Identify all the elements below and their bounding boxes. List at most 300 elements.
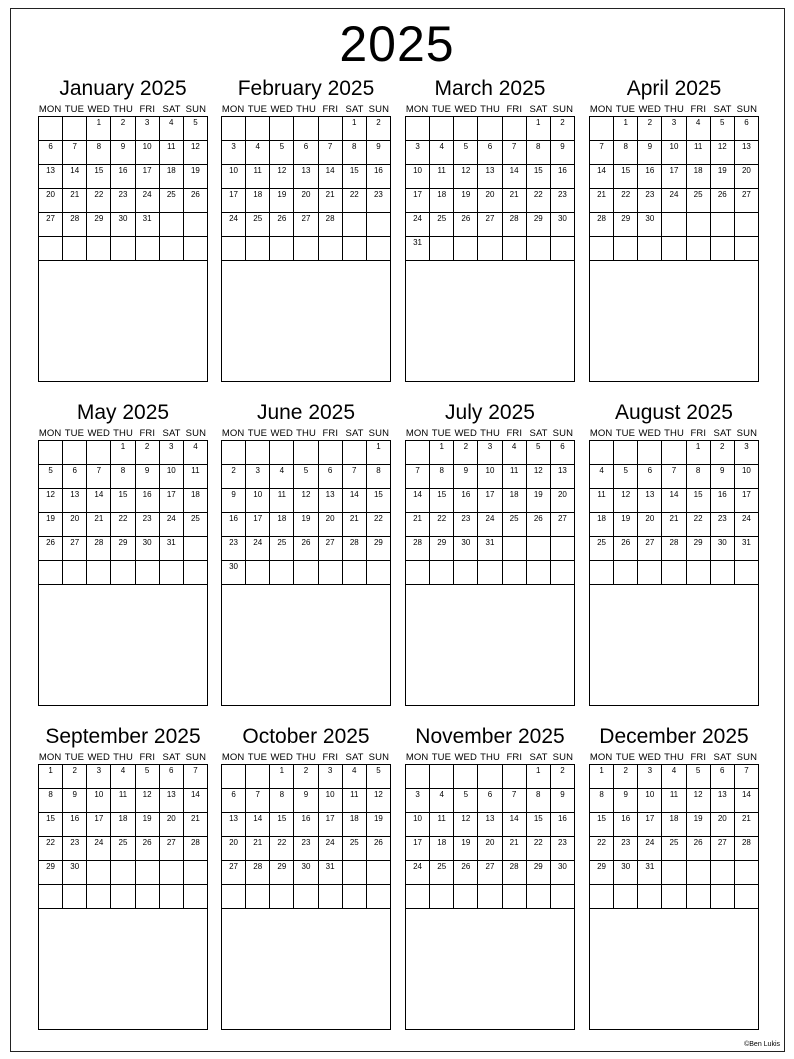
- day-cell: [136, 861, 160, 885]
- notes-box: [405, 585, 575, 706]
- day-number: 5: [536, 442, 541, 451]
- day-number: 10: [413, 166, 423, 175]
- day-number: 22: [693, 514, 703, 523]
- day-cell: [614, 489, 638, 513]
- day-cell: [614, 861, 638, 885]
- day-cell: [614, 837, 638, 861]
- day-number: 11: [118, 790, 128, 799]
- day-number: 28: [669, 538, 679, 547]
- day-number: 2: [120, 118, 126, 127]
- day-cell: [662, 213, 686, 237]
- day-number: 14: [597, 166, 607, 175]
- day-number: 30: [229, 562, 239, 571]
- day-cell: [735, 813, 759, 837]
- month-title: May 2025: [76, 401, 170, 424]
- day-number: 20: [485, 190, 495, 199]
- day-cell: [614, 189, 638, 213]
- day-cell: [136, 561, 160, 585]
- day-number: 22: [533, 838, 543, 847]
- day-cell: [527, 141, 551, 165]
- day-number: 4: [352, 766, 357, 775]
- day-cell: [527, 537, 551, 561]
- day-number: 10: [142, 142, 152, 151]
- weekday-label: SAT: [713, 752, 732, 763]
- day-cell: [687, 885, 711, 909]
- month-title: October 2025: [242, 725, 370, 748]
- day-cell: [503, 213, 527, 237]
- day-number: 30: [70, 862, 80, 871]
- day-number: 8: [536, 790, 541, 799]
- weekday-label: THU: [480, 104, 500, 115]
- day-cell: [614, 213, 638, 237]
- day-number: 4: [695, 118, 701, 127]
- month-block: [405, 77, 575, 382]
- day-cell: [294, 813, 318, 837]
- day-cell: [662, 861, 686, 885]
- day-cell: [294, 561, 318, 585]
- day-number: 2: [623, 766, 628, 775]
- day-cell: [527, 465, 551, 489]
- day-cell: [367, 861, 391, 885]
- day-number: 23: [142, 514, 152, 523]
- day-cell: [406, 837, 430, 861]
- weekday-label: TUE: [615, 428, 636, 439]
- day-cell: [63, 537, 87, 561]
- notes-box: [38, 585, 208, 706]
- day-number: 26: [461, 214, 471, 223]
- day-cell: [222, 861, 246, 885]
- weekday-label: WED: [270, 428, 293, 439]
- day-number: 28: [190, 838, 200, 847]
- day-cell: [662, 813, 686, 837]
- day-number: 10: [325, 790, 335, 799]
- day-cell: [430, 837, 454, 861]
- day-cell: [319, 213, 343, 237]
- day-number: 28: [413, 538, 423, 547]
- day-cell: [160, 465, 184, 489]
- day-number: 14: [325, 166, 335, 175]
- day-cell: [184, 537, 208, 561]
- day-number: 1: [279, 766, 285, 775]
- day-cell: [735, 237, 759, 261]
- day-cell: [711, 189, 735, 213]
- day-number: 24: [229, 214, 239, 223]
- day-cell: [590, 789, 614, 813]
- day-number: 12: [46, 490, 56, 499]
- day-cell: [367, 189, 391, 213]
- day-number: 14: [190, 790, 200, 799]
- day-cell: [367, 885, 391, 909]
- day-number: 6: [327, 466, 333, 475]
- day-grid: [38, 440, 208, 585]
- day-cell: [184, 561, 208, 585]
- day-number: 17: [741, 490, 751, 499]
- day-number: 31: [645, 862, 655, 871]
- day-cell: [160, 213, 184, 237]
- day-cell: [406, 141, 430, 165]
- day-cell: [39, 213, 63, 237]
- day-number: 2: [231, 466, 236, 475]
- day-cell: [527, 789, 551, 813]
- day-number: 3: [487, 442, 493, 451]
- day-number: 6: [560, 442, 565, 451]
- day-number: 10: [413, 814, 423, 823]
- day-number: 7: [599, 142, 604, 151]
- day-number: 30: [557, 862, 567, 871]
- day-cell: [270, 513, 294, 537]
- day-cell: [343, 117, 367, 141]
- day-cell: [687, 213, 711, 237]
- day-cell: [614, 465, 638, 489]
- day-number: 7: [415, 466, 420, 475]
- day-number: 18: [597, 514, 607, 523]
- weekday-label: MON: [589, 752, 613, 763]
- day-number: 11: [167, 142, 176, 151]
- day-cell: [246, 237, 270, 261]
- day-number: 18: [349, 814, 359, 823]
- day-cell: [454, 837, 478, 861]
- day-cell: [39, 885, 63, 909]
- day-number: 28: [741, 838, 751, 847]
- day-cell: [503, 489, 527, 513]
- weekday-label: FRI: [506, 104, 523, 115]
- day-number: 10: [485, 466, 495, 475]
- day-cell: [270, 465, 294, 489]
- day-number: 16: [717, 490, 727, 499]
- weekday-header: [38, 427, 208, 440]
- weekday-label: WED: [454, 104, 477, 115]
- day-cell: [590, 237, 614, 261]
- day-cell: [294, 837, 318, 861]
- day-number: 2: [463, 442, 469, 451]
- day-cell: [136, 885, 160, 909]
- day-cell: [430, 513, 454, 537]
- day-number: 20: [485, 838, 495, 847]
- day-cell: [270, 813, 294, 837]
- month-block: [589, 725, 759, 1030]
- weekday-label: SAT: [345, 752, 364, 763]
- day-cell: [478, 561, 502, 585]
- day-number: 3: [144, 118, 150, 127]
- day-cell: [87, 141, 111, 165]
- day-number: 31: [166, 538, 176, 547]
- day-number: 2: [560, 766, 565, 775]
- day-number: 12: [301, 490, 311, 499]
- day-cell: [63, 117, 87, 141]
- month-block: [589, 401, 759, 706]
- weekday-label: SUN: [736, 752, 758, 763]
- day-cell: [367, 465, 391, 489]
- day-cell: [246, 165, 270, 189]
- day-number: 6: [231, 790, 236, 799]
- day-cell: [662, 237, 686, 261]
- day-cell: [551, 813, 575, 837]
- weekday-label: TUE: [64, 428, 85, 439]
- day-number: 1: [120, 442, 126, 451]
- day-cell: [638, 789, 662, 813]
- day-cell: [63, 885, 87, 909]
- day-number: 13: [485, 166, 495, 175]
- day-number: 3: [415, 790, 420, 799]
- day-number: 4: [255, 142, 260, 151]
- day-cell: [246, 885, 270, 909]
- day-cell: [294, 537, 318, 561]
- day-cell: [551, 489, 575, 513]
- day-number: 3: [744, 442, 749, 451]
- day-cell: [614, 537, 638, 561]
- weekday-label: MON: [405, 428, 429, 439]
- day-number: 10: [253, 490, 263, 499]
- day-number: 6: [487, 790, 493, 799]
- day-cell: [111, 117, 135, 141]
- day-number: 17: [413, 190, 423, 199]
- weekday-label: THU: [296, 428, 316, 439]
- day-cell: [551, 465, 575, 489]
- day-cell: [184, 489, 208, 513]
- day-number: 23: [557, 190, 567, 199]
- day-cell: [503, 513, 527, 537]
- weekday-header: [221, 427, 391, 440]
- day-number: 3: [169, 442, 174, 451]
- day-cell: [478, 885, 502, 909]
- day-number: 25: [669, 838, 679, 847]
- month-block: [589, 77, 759, 382]
- weekday-label: WED: [87, 752, 110, 763]
- weekday-label: THU: [296, 104, 316, 115]
- day-cell: [343, 813, 367, 837]
- day-cell: [551, 561, 575, 585]
- weekday-label: THU: [480, 428, 500, 439]
- day-number: 11: [597, 490, 606, 499]
- day-number: 17: [485, 490, 495, 499]
- day-cell: [319, 765, 343, 789]
- day-cell: [319, 885, 343, 909]
- weekday-label: SUN: [552, 428, 574, 439]
- weekday-label: TUE: [64, 104, 85, 115]
- day-cell: [160, 885, 184, 909]
- day-cell: [454, 885, 478, 909]
- day-cell: [478, 237, 502, 261]
- day-cell: [136, 837, 160, 861]
- day-number: 18: [253, 190, 263, 199]
- day-cell: [454, 861, 478, 885]
- day-number: 25: [437, 862, 447, 871]
- day-cell: [246, 513, 270, 537]
- day-number: 13: [741, 142, 751, 151]
- day-number: 19: [277, 190, 287, 199]
- month-block: [405, 401, 575, 706]
- day-cell: [527, 489, 551, 513]
- day-number: 22: [94, 190, 104, 199]
- day-number: 16: [461, 490, 471, 499]
- day-cell: [319, 837, 343, 861]
- weekday-label: WED: [270, 752, 293, 763]
- day-number: 17: [325, 814, 335, 823]
- day-number: 15: [277, 814, 287, 823]
- day-cell: [319, 165, 343, 189]
- day-cell: [614, 117, 638, 141]
- day-number: 29: [46, 862, 56, 871]
- day-number: 21: [349, 514, 359, 523]
- day-number: 11: [693, 142, 703, 151]
- day-cell: [87, 513, 111, 537]
- day-number: 16: [557, 166, 567, 175]
- day-cell: [246, 213, 270, 237]
- day-cell: [503, 789, 527, 813]
- day-number: 29: [437, 538, 447, 547]
- day-cell: [246, 561, 270, 585]
- day-number: 1: [536, 766, 541, 775]
- day-number: 17: [253, 514, 263, 523]
- day-number: 13: [645, 490, 655, 499]
- day-cell: [590, 537, 614, 561]
- day-number: 19: [301, 514, 311, 523]
- day-cell: [711, 789, 735, 813]
- day-cell: [478, 513, 502, 537]
- day-cell: [454, 537, 478, 561]
- day-cell: [406, 789, 430, 813]
- day-cell: [87, 189, 111, 213]
- day-cell: [711, 561, 735, 585]
- day-cell: [735, 885, 759, 909]
- day-number: 1: [376, 442, 381, 451]
- day-number: 30: [645, 214, 655, 223]
- day-cell: [527, 813, 551, 837]
- day-number: 29: [277, 862, 287, 871]
- day-cell: [111, 141, 135, 165]
- day-cell: [478, 813, 502, 837]
- day-number: 3: [415, 142, 420, 151]
- day-number: 11: [253, 166, 262, 175]
- day-cell: [222, 489, 246, 513]
- day-cell: [590, 813, 614, 837]
- day-cell: [590, 117, 614, 141]
- notes-box: [589, 909, 759, 1030]
- weekday-label: FRI: [690, 428, 707, 439]
- day-number: 17: [645, 814, 655, 823]
- day-cell: [222, 837, 246, 861]
- day-cell: [430, 537, 454, 561]
- day-cell: [711, 141, 735, 165]
- day-grid: [405, 764, 575, 909]
- day-cell: [687, 789, 711, 813]
- day-number: 19: [461, 838, 471, 847]
- day-number: 30: [557, 214, 567, 223]
- day-number: 7: [255, 790, 260, 799]
- day-cell: [87, 561, 111, 585]
- day-cell: [39, 489, 63, 513]
- day-cell: [184, 465, 208, 489]
- day-cell: [614, 765, 638, 789]
- day-cell: [39, 189, 63, 213]
- day-cell: [136, 189, 160, 213]
- day-number: 17: [94, 814, 104, 823]
- day-number: 29: [621, 214, 631, 223]
- day-cell: [160, 441, 184, 465]
- day-cell: [270, 765, 294, 789]
- day-number: 27: [46, 214, 56, 223]
- day-cell: [294, 885, 318, 909]
- day-number: 27: [166, 838, 176, 847]
- day-cell: [319, 561, 343, 585]
- weekday-label: TUE: [431, 428, 452, 439]
- day-number: 18: [509, 490, 519, 499]
- day-cell: [406, 237, 430, 261]
- day-cell: [222, 765, 246, 789]
- day-cell: [687, 465, 711, 489]
- day-number: 25: [166, 190, 176, 199]
- day-number: 4: [511, 442, 517, 451]
- day-cell: [63, 489, 87, 513]
- day-number: 6: [487, 142, 493, 151]
- day-number: 19: [46, 514, 56, 523]
- day-number: 9: [144, 466, 150, 475]
- day-number: 7: [744, 766, 749, 775]
- day-number: 4: [169, 118, 174, 127]
- day-cell: [87, 441, 111, 465]
- day-number: 5: [463, 790, 469, 799]
- day-number: 25: [277, 538, 287, 547]
- day-cell: [503, 189, 527, 213]
- day-number: 5: [303, 466, 309, 475]
- day-number: 29: [94, 214, 104, 223]
- day-cell: [222, 237, 246, 261]
- day-cell: [294, 513, 318, 537]
- weekday-label: TUE: [64, 752, 85, 763]
- day-cell: [343, 837, 367, 861]
- day-number: 9: [376, 142, 381, 151]
- day-number: 29: [533, 214, 543, 223]
- day-cell: [222, 213, 246, 237]
- day-cell: [160, 141, 184, 165]
- day-cell: [503, 537, 527, 561]
- day-number: 24: [253, 538, 263, 547]
- day-cell: [454, 237, 478, 261]
- day-number: 14: [413, 490, 423, 499]
- day-cell: [294, 861, 318, 885]
- day-number: 23: [621, 838, 631, 847]
- day-cell: [527, 213, 551, 237]
- weekday-label: THU: [113, 428, 133, 439]
- day-number: 10: [741, 466, 751, 475]
- day-number: 23: [373, 190, 383, 199]
- day-number: 18: [190, 490, 200, 499]
- day-number: 14: [70, 166, 80, 175]
- weekday-label: MON: [38, 752, 62, 763]
- weekday-label: SAT: [162, 428, 181, 439]
- day-cell: [638, 165, 662, 189]
- day-grid: [221, 764, 391, 909]
- day-cell: [430, 117, 454, 141]
- day-cell: [638, 237, 662, 261]
- day-number: 20: [741, 166, 751, 175]
- day-cell: [590, 885, 614, 909]
- day-number: 14: [349, 490, 359, 499]
- day-cell: [454, 141, 478, 165]
- day-cell: [662, 537, 686, 561]
- day-cell: [63, 165, 87, 189]
- day-cell: [478, 465, 502, 489]
- day-cell: [367, 165, 391, 189]
- day-number: 22: [277, 838, 287, 847]
- day-cell: [343, 885, 367, 909]
- day-number: 8: [96, 142, 102, 151]
- day-cell: [614, 165, 638, 189]
- day-cell: [184, 117, 208, 141]
- day-number: 24: [413, 862, 423, 871]
- day-cell: [406, 489, 430, 513]
- day-cell: [503, 813, 527, 837]
